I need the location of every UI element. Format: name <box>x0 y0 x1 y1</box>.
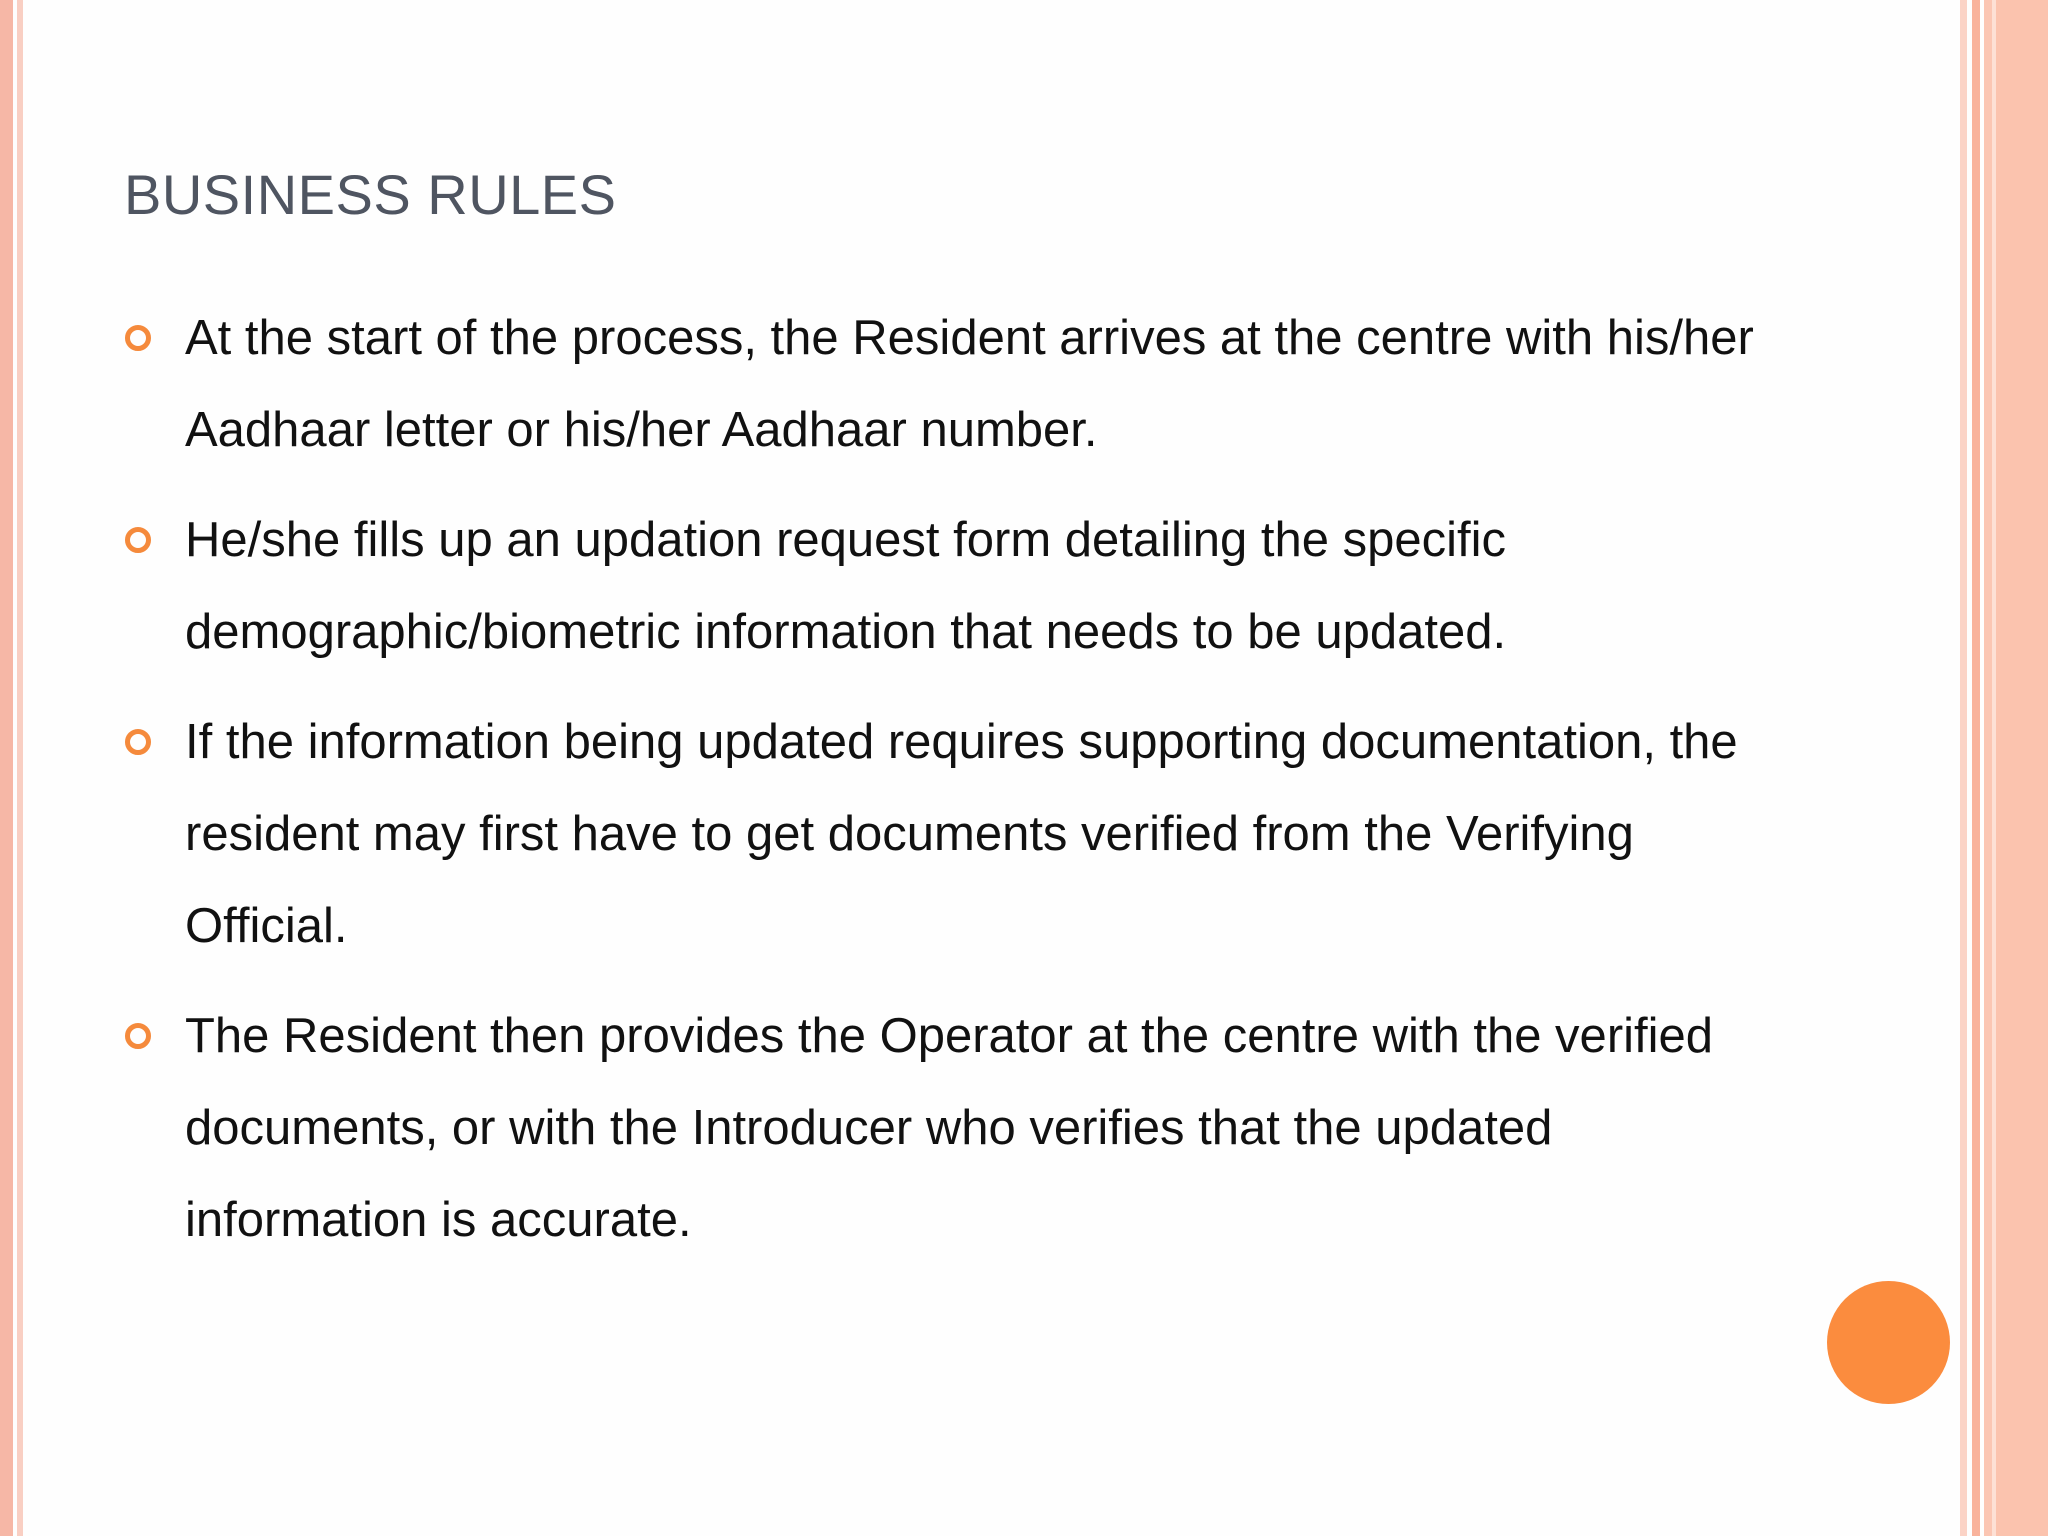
bullet-circle-icon <box>125 1023 151 1049</box>
bullet-item <box>124 292 1764 476</box>
bullet-circle-icon <box>125 729 151 755</box>
bullet-text: If the information being updated requires supporting documentation, the resident may first have to get documents verified from the Verifying Official. <box>185 715 1738 953</box>
bullet-circle-icon <box>125 325 151 351</box>
bullet-text: The Resident then provides the Operator at the centre with the verified documents, or with the Introducer who verifies that the updated information is accurate. <box>185 1009 1714 1247</box>
orange-circle-decoration-icon <box>1827 1281 1950 1404</box>
bullet-item <box>124 494 1764 678</box>
bullet-circle-icon <box>125 527 151 553</box>
bullet-list <box>124 292 1764 1284</box>
left-border-stripe-inner <box>17 0 23 1536</box>
bullet-item <box>124 696 1764 972</box>
right-border-stripe-mid <box>1972 0 1980 1536</box>
bullet-text: He/she fills up an updation request form detailing the specific demographic/biometric information that needs to be updated. <box>185 513 1507 659</box>
right-border-stripe-thin <box>1960 0 1967 1536</box>
right-border-stripe-wide <box>1984 0 2048 1536</box>
bullet-text: At the start of the process, the Resident arrives at the centre with his/her Aadhaar letter or his/her Aadhaar number. <box>185 311 1754 457</box>
slide-title: BUSINESS RULES <box>124 163 617 226</box>
bullet-item <box>124 990 1764 1266</box>
left-border-stripe <box>0 0 13 1536</box>
